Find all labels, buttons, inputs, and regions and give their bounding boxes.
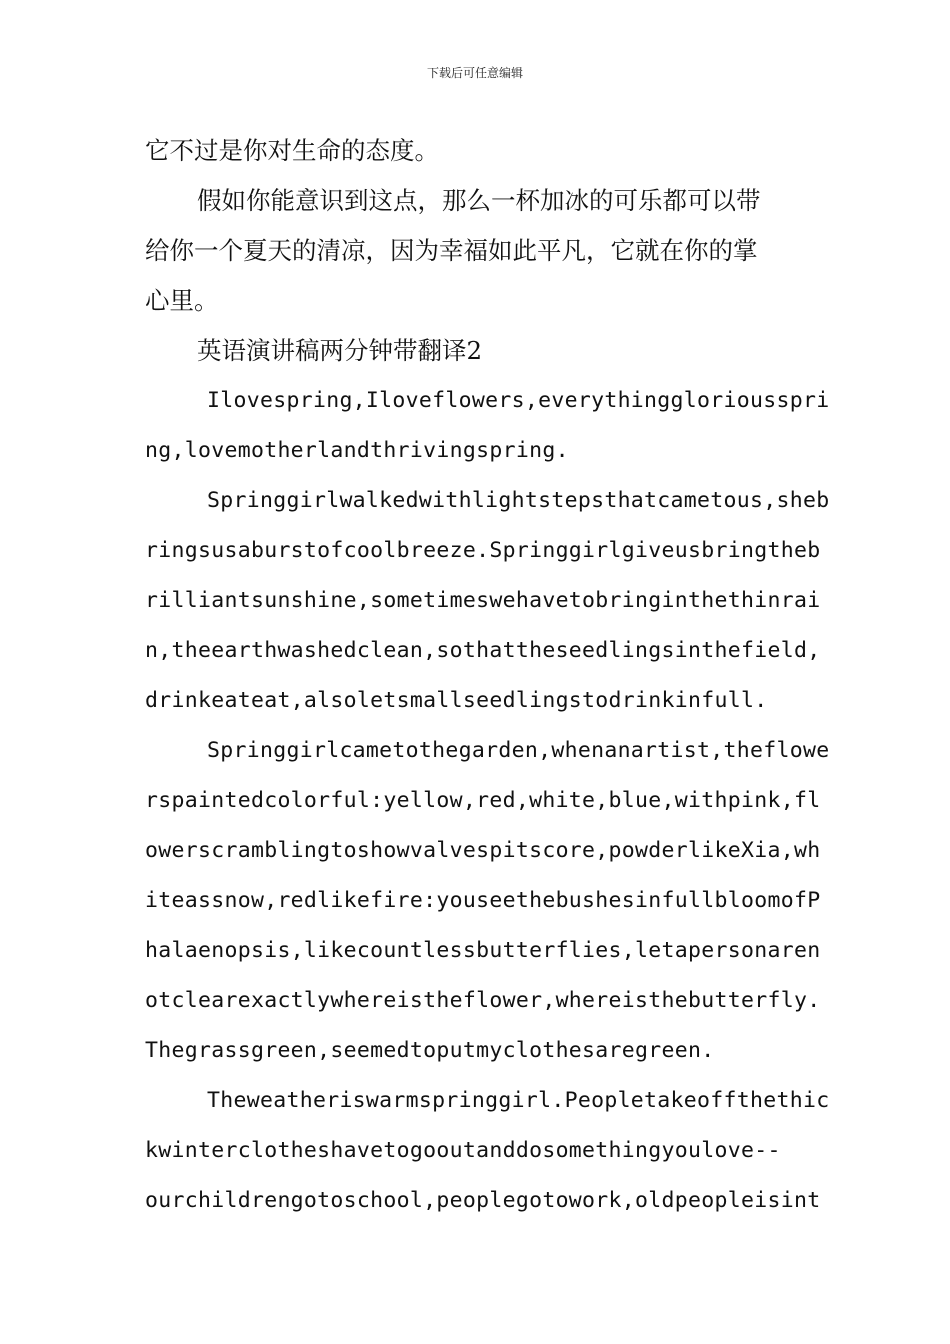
- text-line: drinkeateat,alsoletsmallseedlingstodrinkinfull.: [145, 688, 768, 713]
- text-line: rilliantsunshine,sometimeswehavetobringinthethinrai: [145, 588, 821, 613]
- paragraph-first-line: Springgirlcametothegarden,whenanartist,theflowe: [207, 738, 830, 763]
- text-line: n,theearthwashedclean,sothattheseedlingsinthefield,: [145, 638, 821, 663]
- text-line: Thegrassgreen,seemedtoputmyclothesaregreen.: [145, 1038, 715, 1063]
- text-line: owerscramblingtoshowvalvespitscore,powderlikeXia,wh: [145, 838, 821, 863]
- text-line: halaenopsis,likecountlessbutterflies,letapersonaren: [145, 938, 821, 963]
- page-header: 下载后可任意编辑: [426, 66, 523, 80]
- text-line: rspaintedcolorful:yellow,red,white,blue,withpink,fl: [145, 788, 821, 813]
- paragraph-first-line: Springgirlwalkedwithlightstepsthatcametous,sheb: [207, 488, 830, 513]
- document-body: [145, 126, 830, 1226]
- text-line: 给你一个夏天的清凉，因为幸福如此平凡，它就在你的掌: [145, 236, 758, 265]
- section-heading: 英语演讲稿两分钟带翻译2: [197, 336, 483, 365]
- text-line: ourchildrengotoschool,peoplegotowork,oldpeopleisint: [145, 1188, 821, 1213]
- text-line: iteassnow,redlikefire:youseethebushesinfullbloomofP: [145, 888, 821, 913]
- text-line: ng,lovemotherlandthrivingspring.: [145, 438, 569, 463]
- text-line: kwinterclotheshavetogooutanddosomethingyoulove--: [145, 1138, 781, 1163]
- text-line: 它不过是你对生命的态度。: [145, 136, 439, 165]
- paragraph-first-line: Theweatheriswarmspringgirl.Peopletakeoffthethic: [207, 1088, 830, 1113]
- paragraph-first-line: 假如你能意识到这点，那么一杯加冰的可乐都可以带: [197, 186, 761, 215]
- paragraph-first-line: Ilovespring,Iloveflowers,everythinggloriousspri: [207, 388, 830, 413]
- text-line: otclearexactlywhereistheflower,whereisthebutterfly.: [145, 988, 821, 1013]
- text-line: ringsusaburstofcoolbreeze.Springgirlgiveusbringtheb: [145, 538, 821, 563]
- text-line: 心里。: [145, 286, 219, 315]
